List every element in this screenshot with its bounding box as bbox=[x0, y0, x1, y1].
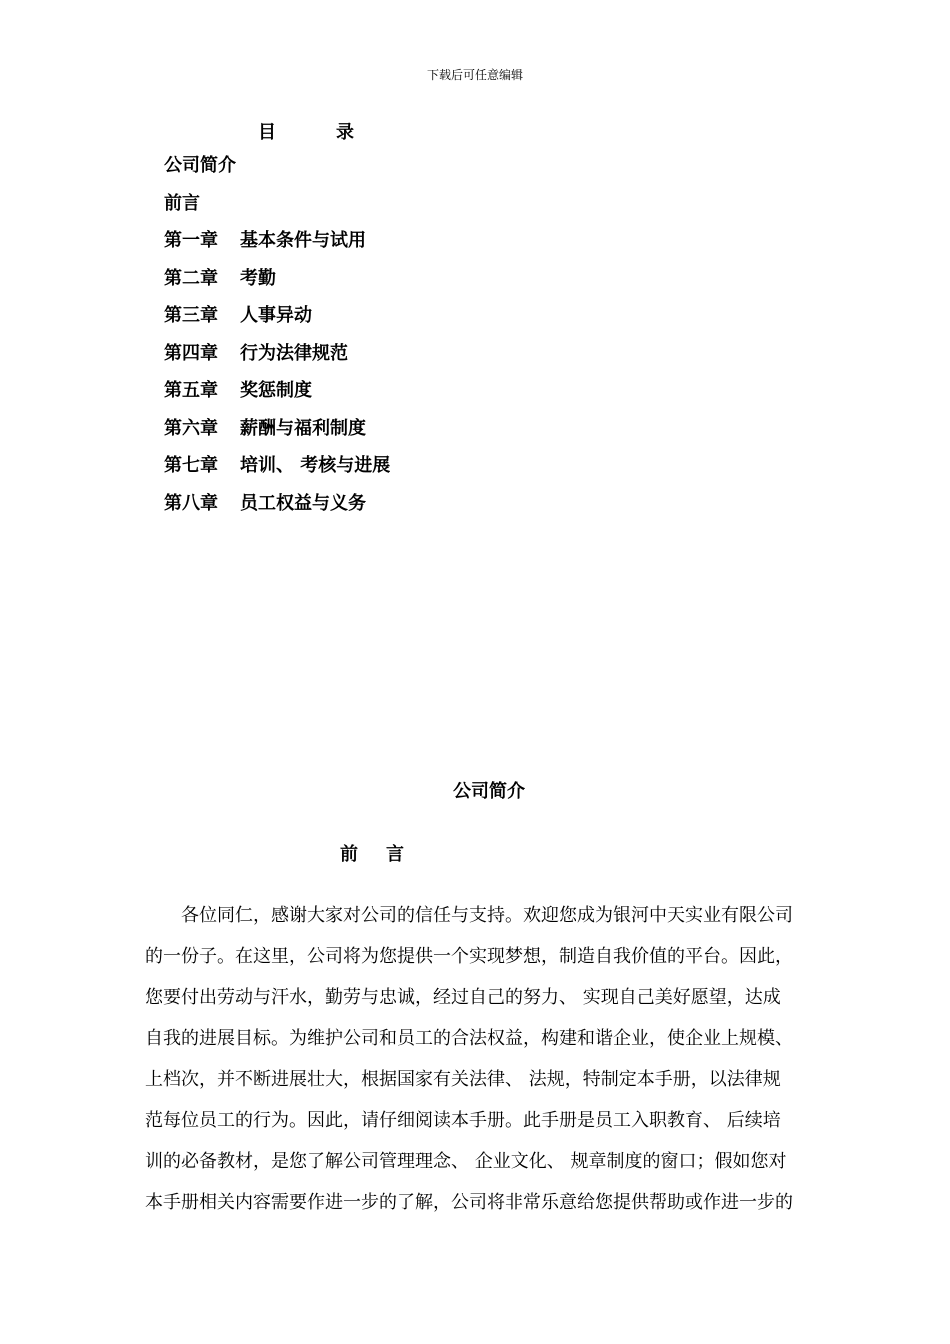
toc-title bbox=[258, 118, 354, 144]
toc-item-title: 培训、 考核与进展 bbox=[240, 455, 391, 476]
toc-item-chapter-8[interactable] bbox=[164, 491, 390, 529]
preface-line: 您要付出劳动与汗水，勤劳与忠诚，经过自己的努力、 实现自己美好愿望，达成 bbox=[145, 987, 781, 1008]
toc-item-title: 奖惩制度 bbox=[240, 380, 312, 401]
toc-item-chapter: 第六章 bbox=[164, 417, 218, 439]
preface-line: 训的必备教材，是您了解公司管理理念、 企业文化、 规章制度的窗口；假如您对 bbox=[145, 1151, 787, 1172]
toc-item-title: 考勤 bbox=[240, 267, 276, 289]
section-title-company-intro: 公司简介 bbox=[453, 781, 525, 802]
toc-item-chapter-1[interactable] bbox=[164, 228, 390, 266]
toc-item-chapter: 第三章 bbox=[164, 305, 218, 326]
toc-item-label: 公司简介 bbox=[164, 155, 236, 176]
toc-title-part1: 目 bbox=[258, 122, 276, 143]
toc-item-chapter: 第七章 bbox=[164, 455, 218, 476]
preface-title-part1: 前 bbox=[340, 844, 358, 865]
toc-item-title: 员工权益与义务 bbox=[240, 492, 366, 514]
toc-item-chapter-5[interactable] bbox=[164, 378, 390, 416]
preface-line: 的一份子。在这里，公司将为您提供一个实现梦想，制造自我价值的平台。因此， bbox=[145, 946, 793, 967]
preface-line: 自我的进展目标。为维护公司和员工的合法权益，构建和谐企业，使企业上规模、 bbox=[145, 1028, 793, 1049]
preface-line: 各位同仁，感谢大家对公司的信任与支持。欢迎您成为银河中天实业有限公司 bbox=[181, 905, 793, 926]
toc-item-chapter: 第一章 bbox=[164, 230, 218, 251]
toc-item-title: 行为法律规范 bbox=[240, 342, 348, 364]
toc-item-preface[interactable] bbox=[164, 191, 390, 229]
toc-item-intro[interactable] bbox=[164, 153, 390, 191]
preface-title-part2: 言 bbox=[386, 844, 404, 865]
preface-line: 范每位员工的行为。因此，请仔细阅读本手册。此手册是员工入职教育、 后续培 bbox=[145, 1110, 781, 1131]
toc-item-chapter-6[interactable] bbox=[164, 416, 390, 454]
preface-line: 上档次，并不断进展壮大，根据国家有关法律、 法规，特制定本手册，以法律规 bbox=[145, 1069, 781, 1090]
toc-item-chapter-7[interactable] bbox=[164, 453, 390, 491]
toc-title-part2: 录 bbox=[336, 122, 354, 143]
toc-item-chapter: 第八章 bbox=[164, 492, 218, 514]
toc-item-chapter: 第五章 bbox=[164, 380, 218, 401]
toc-item-chapter: 第二章 bbox=[164, 267, 218, 289]
toc-item-title: 基本条件与试用 bbox=[240, 230, 366, 251]
preface-line: 本手册相关内容需要作进一步的了解，公司将非常乐意给您提供帮助或作进一步的 bbox=[145, 1192, 793, 1213]
toc-item-chapter-4[interactable] bbox=[164, 341, 390, 379]
toc-item-title: 人事异动 bbox=[240, 305, 312, 326]
toc-item-chapter-3[interactable] bbox=[164, 303, 390, 341]
table-of-contents bbox=[164, 153, 390, 528]
toc-item-title: 薪酬与福利制度 bbox=[240, 417, 366, 439]
toc-item-chapter-2[interactable] bbox=[164, 266, 390, 304]
toc-item-label: 前言 bbox=[164, 192, 200, 214]
toc-item-chapter: 第四章 bbox=[164, 342, 218, 364]
preface-title bbox=[340, 840, 404, 866]
page-header-note: 下载后可任意编辑 bbox=[426, 68, 523, 82]
